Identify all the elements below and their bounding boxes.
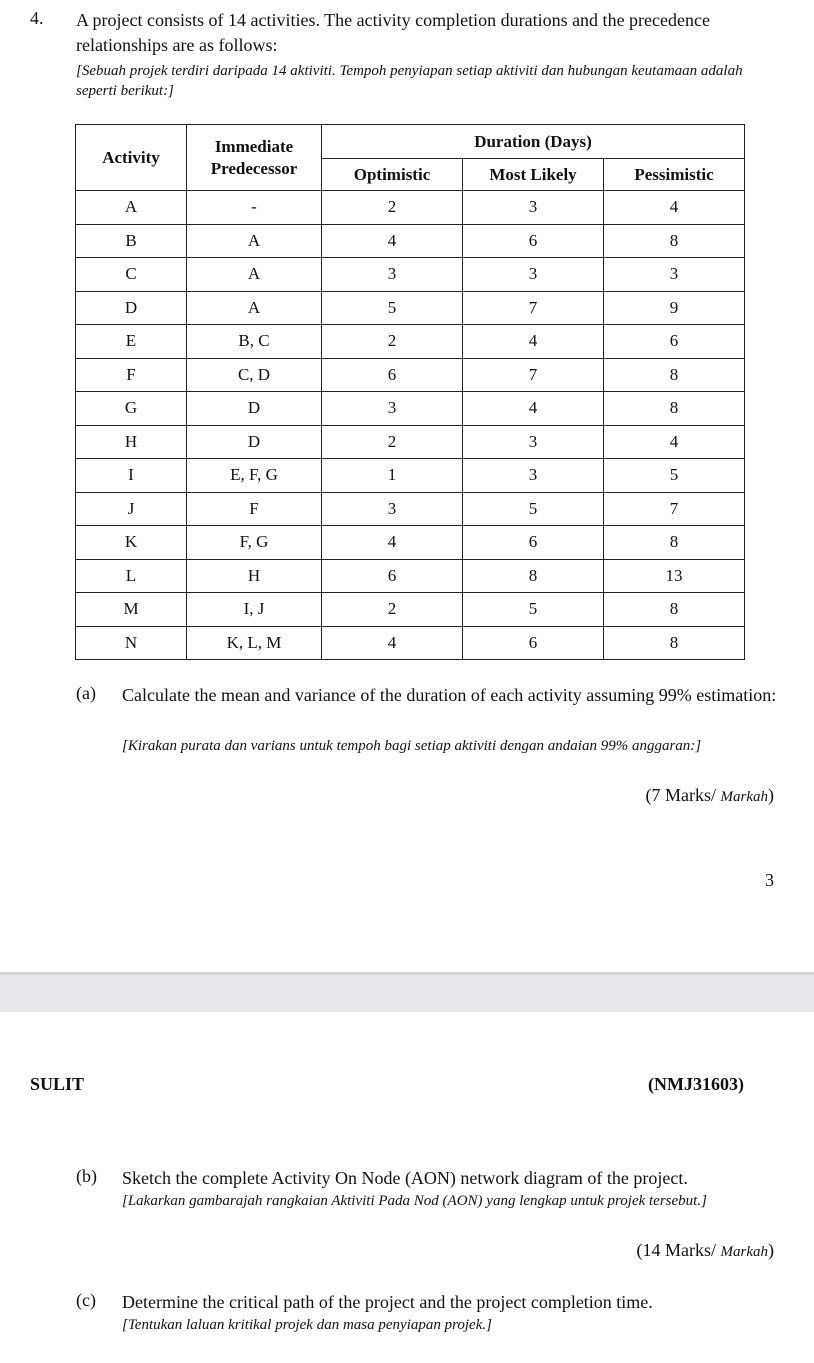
question-malay-text: [Sebuah projek terdiri daripada 14 aktiviti. Tempoh penyiapan setiap aktiviti dan hubungan keutamaan adalah seperti berikut:] (76, 63, 743, 99)
cell-pessimistic: 8 (604, 626, 745, 660)
cell-most-likely: 3 (463, 459, 604, 493)
header-course-code: (NMJ31603) (648, 1074, 744, 1094)
cell-pessimistic: 4 (604, 191, 745, 225)
cell-activity: I (76, 459, 187, 493)
table-row (76, 291, 745, 325)
cell-most-likely: 3 (463, 425, 604, 459)
cell-activity: B (76, 224, 187, 258)
part-b-marks-close: ) (768, 1240, 774, 1260)
cell-activity: N (76, 626, 187, 660)
cell-pessimistic: 6 (604, 325, 745, 359)
cell-activity: H (76, 425, 187, 459)
cell-pessimistic: 8 (604, 593, 745, 627)
cell-predecessor: D (187, 425, 322, 459)
cell-most-likely: 4 (463, 325, 604, 359)
cell-pessimistic: 8 (604, 392, 745, 426)
part-a-malay-text: [Kirakan purata dan varians untuk tempoh bagi setiap aktiviti dengan andaian 99% anggaran:] (122, 738, 702, 754)
header-most-likely: Most Likely (463, 159, 604, 191)
question-number: 4. (30, 8, 44, 28)
part-a-marks (646, 785, 775, 806)
cell-predecessor: B, C (187, 325, 322, 359)
question-text: A project consists of 14 activities. The activity completion durations and the precedence relationships are as follows: (76, 10, 710, 55)
cell-optimistic: 5 (322, 291, 463, 325)
table-row (76, 358, 745, 392)
part-b-marks-en: (14 Marks/ (636, 1240, 721, 1260)
page-number: 3 (765, 870, 774, 890)
table-row (76, 392, 745, 426)
header-duration: Duration (Days) (322, 125, 745, 159)
cell-predecessor: - (187, 191, 322, 225)
cell-most-likely: 6 (463, 526, 604, 560)
cell-pessimistic: 8 (604, 224, 745, 258)
cell-most-likely: 4 (463, 392, 604, 426)
cell-predecessor: A (187, 291, 322, 325)
cell-pessimistic: 5 (604, 459, 745, 493)
cell-activity: J (76, 492, 187, 526)
table-row (76, 224, 745, 258)
cell-predecessor: F, G (187, 526, 322, 560)
cell-most-likely: 8 (463, 559, 604, 593)
cell-predecessor: C, D (187, 358, 322, 392)
part-b-malay-text: [Lakarkan gambarajah rangkaian Aktiviti Pada Nod (AON) yang lengkap untuk projek tersebut.] (122, 1193, 707, 1209)
part-b-text: Sketch the complete Activity On Node (AON) network diagram of the project. (122, 1168, 688, 1188)
table-row (76, 258, 745, 292)
part-a-text: Calculate the mean and variance of the duration of each activity assuming 99% estimation: (122, 685, 777, 705)
cell-pessimistic: 8 (604, 358, 745, 392)
table-row (76, 191, 745, 225)
table-row (76, 325, 745, 359)
cell-pessimistic: 3 (604, 258, 745, 292)
cell-pessimistic: 13 (604, 559, 745, 593)
part-c-label: (c) (76, 1290, 96, 1310)
cell-most-likely: 6 (463, 224, 604, 258)
cell-most-likely: 7 (463, 358, 604, 392)
cell-predecessor: F (187, 492, 322, 526)
header-activity: Activity (76, 125, 187, 191)
cell-optimistic: 2 (322, 425, 463, 459)
cell-pessimistic: 9 (604, 291, 745, 325)
cell-most-likely: 3 (463, 258, 604, 292)
part-a-marks-close: ) (768, 785, 774, 805)
cell-predecessor: A (187, 224, 322, 258)
part-b-marks (637, 1240, 775, 1261)
table-row (76, 425, 745, 459)
part-a-label: (a) (76, 683, 96, 703)
cell-pessimistic: 8 (604, 526, 745, 560)
cell-optimistic: 6 (322, 559, 463, 593)
cell-optimistic: 6 (322, 358, 463, 392)
cell-optimistic: 4 (322, 224, 463, 258)
cell-activity: A (76, 191, 187, 225)
cell-predecessor: E, F, G (187, 459, 322, 493)
cell-activity: D (76, 291, 187, 325)
activity-table-body (76, 191, 745, 660)
cell-most-likely: 6 (463, 626, 604, 660)
cell-most-likely: 7 (463, 291, 604, 325)
header-sulit: SULIT (30, 1074, 85, 1094)
table-row (76, 459, 745, 493)
cell-optimistic: 3 (322, 258, 463, 292)
header-predecessor: Immediate Predecessor (187, 125, 322, 191)
cell-pessimistic: 4 (604, 425, 745, 459)
table-row (76, 526, 745, 560)
cell-optimistic: 2 (322, 191, 463, 225)
part-c-malay-text: [Tentukan laluan kritikal projek dan masa penyiapan projek.] (122, 1317, 492, 1333)
cell-activity: E (76, 325, 187, 359)
table-row (76, 593, 745, 627)
cell-activity: F (76, 358, 187, 392)
cell-optimistic: 2 (322, 593, 463, 627)
header-pessimistic: Pessimistic (604, 159, 745, 191)
cell-optimistic: 1 (322, 459, 463, 493)
cell-optimistic: 3 (322, 492, 463, 526)
cell-optimistic: 2 (322, 325, 463, 359)
part-a-marks-malay: Markah (720, 789, 768, 805)
cell-activity: G (76, 392, 187, 426)
table-row (76, 626, 745, 660)
part-b-marks-malay: Markah (720, 1244, 768, 1260)
cell-activity: M (76, 593, 187, 627)
part-a-marks-en: (7 Marks/ (645, 785, 721, 805)
cell-pessimistic: 7 (604, 492, 745, 526)
table-row (76, 559, 745, 593)
cell-predecessor: D (187, 392, 322, 426)
cell-optimistic: 3 (322, 392, 463, 426)
cell-optimistic: 4 (322, 626, 463, 660)
part-b-label: (b) (76, 1166, 97, 1186)
cell-most-likely: 5 (463, 492, 604, 526)
cell-activity: K (76, 526, 187, 560)
page-break-divider (0, 972, 814, 1012)
activity-table (75, 124, 745, 660)
cell-predecessor: A (187, 258, 322, 292)
cell-predecessor: H (187, 559, 322, 593)
cell-activity: L (76, 559, 187, 593)
cell-most-likely: 5 (463, 593, 604, 627)
part-c-text: Determine the critical path of the project and the project completion time. (122, 1292, 653, 1312)
header-optimistic: Optimistic (322, 159, 463, 191)
cell-optimistic: 4 (322, 526, 463, 560)
cell-predecessor: I, J (187, 593, 322, 627)
table-row (76, 492, 745, 526)
cell-most-likely: 3 (463, 191, 604, 225)
cell-activity: C (76, 258, 187, 292)
cell-predecessor: K, L, M (187, 626, 322, 660)
